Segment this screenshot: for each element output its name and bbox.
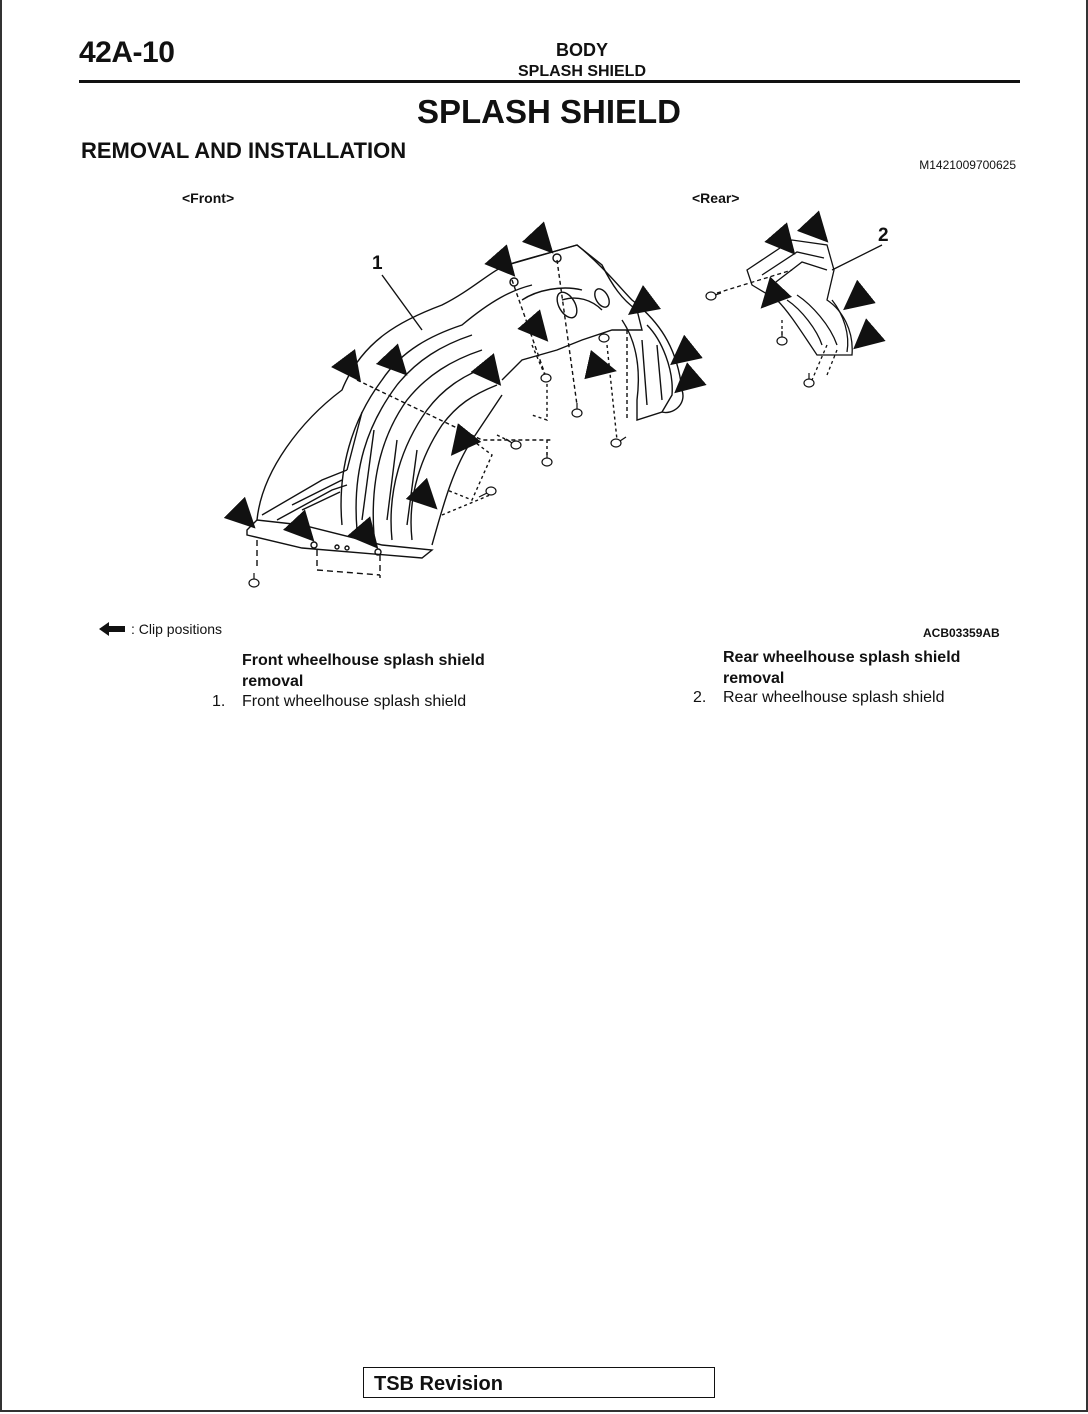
document-id: M1421009700625	[919, 158, 1016, 172]
front-splash-shield-drawing	[247, 245, 683, 578]
tsb-revision-box	[363, 1367, 715, 1398]
rear-view-label: <Rear>	[692, 190, 740, 206]
callout-2: 2	[878, 225, 889, 246]
subsection-title: SPLASH SHIELD	[517, 63, 646, 80]
rear-procedure-heading: Rear wheelhouse splash shield removal	[723, 649, 961, 687]
tsb-revision-label: TSB Revision	[374, 1373, 503, 1395]
item-label: Rear wheelhouse splash shield	[723, 689, 945, 706]
item-number: 2.	[693, 689, 707, 706]
page-code: 42A-10	[79, 36, 175, 69]
item-label: Front wheelhouse splash shield	[242, 693, 467, 710]
front-view-label: <Front>	[182, 190, 235, 206]
splash-shield-diagram	[2, 0, 1088, 620]
clip-arrow-icon	[97, 621, 127, 637]
item-number: 1.	[212, 693, 226, 710]
front-procedure-heading: Front wheelhouse splash shield removal	[242, 652, 485, 690]
rear-splash-shield-drawing	[717, 240, 882, 380]
page-title: SPLASH SHIELD	[416, 93, 682, 130]
section-title: BODY	[555, 40, 608, 60]
rear-clip-screws	[706, 292, 814, 387]
legend-label: : Clip positions	[131, 621, 223, 637]
page-subtitle: REMOVAL AND INSTALLATION	[81, 138, 407, 163]
figure-id: ACB03359AB	[923, 626, 1000, 640]
legend	[97, 621, 222, 637]
callout-1: 1	[372, 253, 383, 274]
